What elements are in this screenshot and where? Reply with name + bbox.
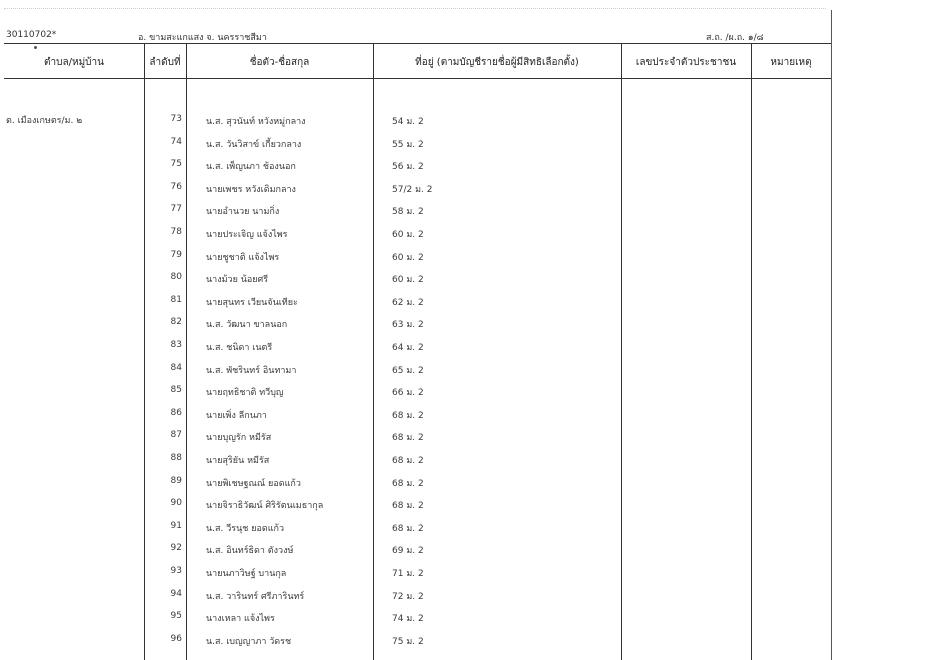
table-row bbox=[0, 385, 831, 407]
voter-number: 91 bbox=[170, 520, 182, 531]
voter-address: 68 ม. 2 bbox=[392, 410, 424, 421]
table-row bbox=[0, 498, 831, 520]
voter-address: 54 ม. 2 bbox=[392, 117, 424, 127]
table-row bbox=[0, 611, 831, 633]
table-row bbox=[0, 476, 831, 498]
column-header-id: เลขประจำตัวประชาชน bbox=[635, 57, 737, 68]
table-row bbox=[0, 204, 831, 226]
voter-name: นายอำนวย นามกิ่ง bbox=[206, 207, 280, 218]
table-row bbox=[0, 453, 831, 475]
district-name: อ. ขามสะแกแสง จ. นครราชสีมา bbox=[138, 33, 267, 43]
right-border-line bbox=[831, 10, 832, 660]
voter-address: 66 ม. 2 bbox=[392, 388, 424, 399]
voter-name: น.ส. เบญญาภา วัดรช bbox=[206, 636, 292, 647]
voter-name: นางม้วย น้อยศรี bbox=[206, 275, 269, 286]
voter-name: นายฤทธิชาติ ทวีบุญ bbox=[206, 388, 284, 399]
voter-address: 65 ม. 2 bbox=[392, 365, 424, 376]
voter-address: 58 ม. 2 bbox=[392, 207, 424, 218]
voter-name: นายจิราธิวัฒน์ ศิริรัตนเมธากุล bbox=[206, 501, 324, 512]
voter-number: 81 bbox=[170, 294, 182, 305]
voter-address: 64 ม. 2 bbox=[392, 343, 424, 353]
voter-address: 71 ม. 2 bbox=[392, 569, 424, 579]
voter-number: 95 bbox=[170, 611, 182, 622]
voter-number: 84 bbox=[170, 362, 182, 373]
voter-address: 57/2 ม. 2 bbox=[392, 184, 433, 195]
voter-name: นายเพิ่ง ลีกนภา bbox=[206, 410, 267, 421]
table-row bbox=[0, 317, 831, 339]
voter-address: 62 ม. 2 bbox=[392, 297, 424, 308]
subdistrict-label: ต. เมืองเกษตร/ม. ๒ bbox=[6, 116, 83, 126]
column-header-address: ที่อยู่ (ตามบัญชีรายชื่อผู้มีสิทธิเลือกตั้ง) bbox=[415, 57, 579, 68]
voter-name: นายนภาวิษฐ์ บานกุล bbox=[206, 569, 287, 579]
voter-number: 85 bbox=[170, 385, 182, 396]
voter-number: 83 bbox=[170, 340, 182, 350]
voter-name: นายบุญรัก หมีรัส bbox=[206, 433, 272, 444]
voter-name: น.ส. วีรนุช ยอดแก้ว bbox=[206, 523, 285, 534]
voter-address: 68 ม. 2 bbox=[392, 501, 424, 512]
table-top-border bbox=[4, 43, 831, 44]
voter-number: 78 bbox=[170, 227, 182, 237]
voter-name: นายเพชร หวังเดิมกลาง bbox=[206, 184, 296, 195]
voter-number: 89 bbox=[170, 475, 182, 486]
voter-name: น.ส. สุวนันท์ หวังหมู่กลาง bbox=[206, 117, 306, 127]
voter-address: 68 ม. 2 bbox=[392, 523, 424, 534]
voter-address: 75 ม. 2 bbox=[392, 636, 424, 647]
table-row bbox=[0, 137, 831, 159]
voter-name: นายประเจิญ แจ้งไพร bbox=[206, 230, 288, 240]
voter-address: 60 ม. 2 bbox=[392, 252, 424, 263]
district-code: 30110702* bbox=[6, 30, 57, 40]
voter-address: 60 ม. 2 bbox=[392, 275, 424, 286]
voter-number: 77 bbox=[170, 204, 182, 215]
voter-name: น.ส. วันวิสาข์ เกี้ยวกลาง bbox=[206, 139, 302, 150]
ink-mark bbox=[34, 46, 37, 49]
column-header-number: ลำดับที่ bbox=[149, 57, 181, 68]
table-row bbox=[0, 182, 831, 204]
voter-address: 68 ม. 2 bbox=[392, 433, 424, 444]
voter-address: 69 ม. 2 bbox=[392, 546, 424, 557]
voter-number: 73 bbox=[170, 114, 182, 124]
table-header-border bbox=[4, 78, 831, 79]
voter-name: น.ส. อินทร์ธิดา ตังวงษ์ bbox=[206, 546, 294, 557]
form-sheet-number: ส.ถ. /ผ.ถ. ๑/๘ bbox=[706, 33, 764, 43]
table-row bbox=[0, 250, 831, 272]
voter-number: 74 bbox=[170, 136, 182, 147]
voter-number: 82 bbox=[170, 317, 182, 328]
column-header-village: ตำบล/หมู่บ้าน bbox=[44, 57, 104, 68]
voter-number: 92 bbox=[170, 543, 182, 554]
voter-name: นายชูชาติ แจ้งไพร bbox=[206, 252, 280, 263]
voter-address: 60 ม. 2 bbox=[392, 230, 424, 240]
voter-address: 56 ม. 2 bbox=[392, 162, 424, 173]
table-row bbox=[0, 430, 831, 452]
voter-name: น.ส. วัฒนา ขาลนอก bbox=[206, 320, 288, 331]
voter-number: 80 bbox=[170, 272, 182, 283]
column-header-remark: หมายเหตุ bbox=[770, 57, 812, 68]
voter-name: น.ส. พัชรินทร์ อินทามา bbox=[206, 365, 297, 376]
column-header-name: ชื่อตัว-ชื่อสกุล bbox=[249, 57, 310, 68]
voter-address: 68 ม. 2 bbox=[392, 478, 424, 489]
table-row bbox=[0, 295, 831, 317]
voter-number: 86 bbox=[170, 407, 182, 418]
voter-name: น.ส. ชนิดา เนตรี bbox=[206, 343, 273, 353]
voter-address: 68 ม. 2 bbox=[392, 456, 424, 466]
table-row bbox=[0, 363, 831, 385]
voter-number: 93 bbox=[170, 566, 182, 576]
voter-number: 87 bbox=[170, 430, 182, 441]
table-row bbox=[0, 634, 831, 656]
top-dotted-line bbox=[4, 8, 826, 9]
voter-name: น.ส. วารินทร์ ศรีภารินทร์ bbox=[206, 591, 305, 602]
voter-name: นายสุริยัน หมีรัส bbox=[206, 456, 270, 466]
voter-address: 55 ม. 2 bbox=[392, 139, 424, 150]
table-row bbox=[0, 521, 831, 543]
voter-number: 94 bbox=[170, 588, 182, 599]
table-row bbox=[0, 589, 831, 611]
voter-number: 79 bbox=[170, 249, 182, 260]
voter-address: 74 ม. 2 bbox=[392, 614, 424, 625]
voter-address: 72 ม. 2 bbox=[392, 591, 424, 602]
voter-number: 75 bbox=[170, 159, 182, 170]
table-row bbox=[0, 272, 831, 294]
voter-number: 90 bbox=[170, 498, 182, 509]
table-row bbox=[0, 227, 831, 249]
table-row bbox=[0, 340, 831, 362]
table-row bbox=[0, 159, 831, 181]
voter-name: นายสุนทร เวียนจันเทียะ bbox=[206, 297, 298, 308]
voter-number: 96 bbox=[170, 633, 182, 644]
voter-name: นางเหลา แจ้งไพร bbox=[206, 614, 275, 625]
voter-number: 88 bbox=[170, 453, 182, 463]
voter-address: 63 ม. 2 bbox=[392, 320, 424, 331]
table-row bbox=[0, 543, 831, 565]
voter-number: 76 bbox=[170, 181, 182, 192]
table-row bbox=[0, 408, 831, 430]
table-row bbox=[0, 114, 831, 136]
voter-name: น.ส. เพ็ญนภา ช้องนอก bbox=[206, 162, 296, 173]
voter-name: นายพิเชษฐณณ์ ยอดแก้ว bbox=[206, 478, 301, 489]
table-row bbox=[0, 566, 831, 588]
